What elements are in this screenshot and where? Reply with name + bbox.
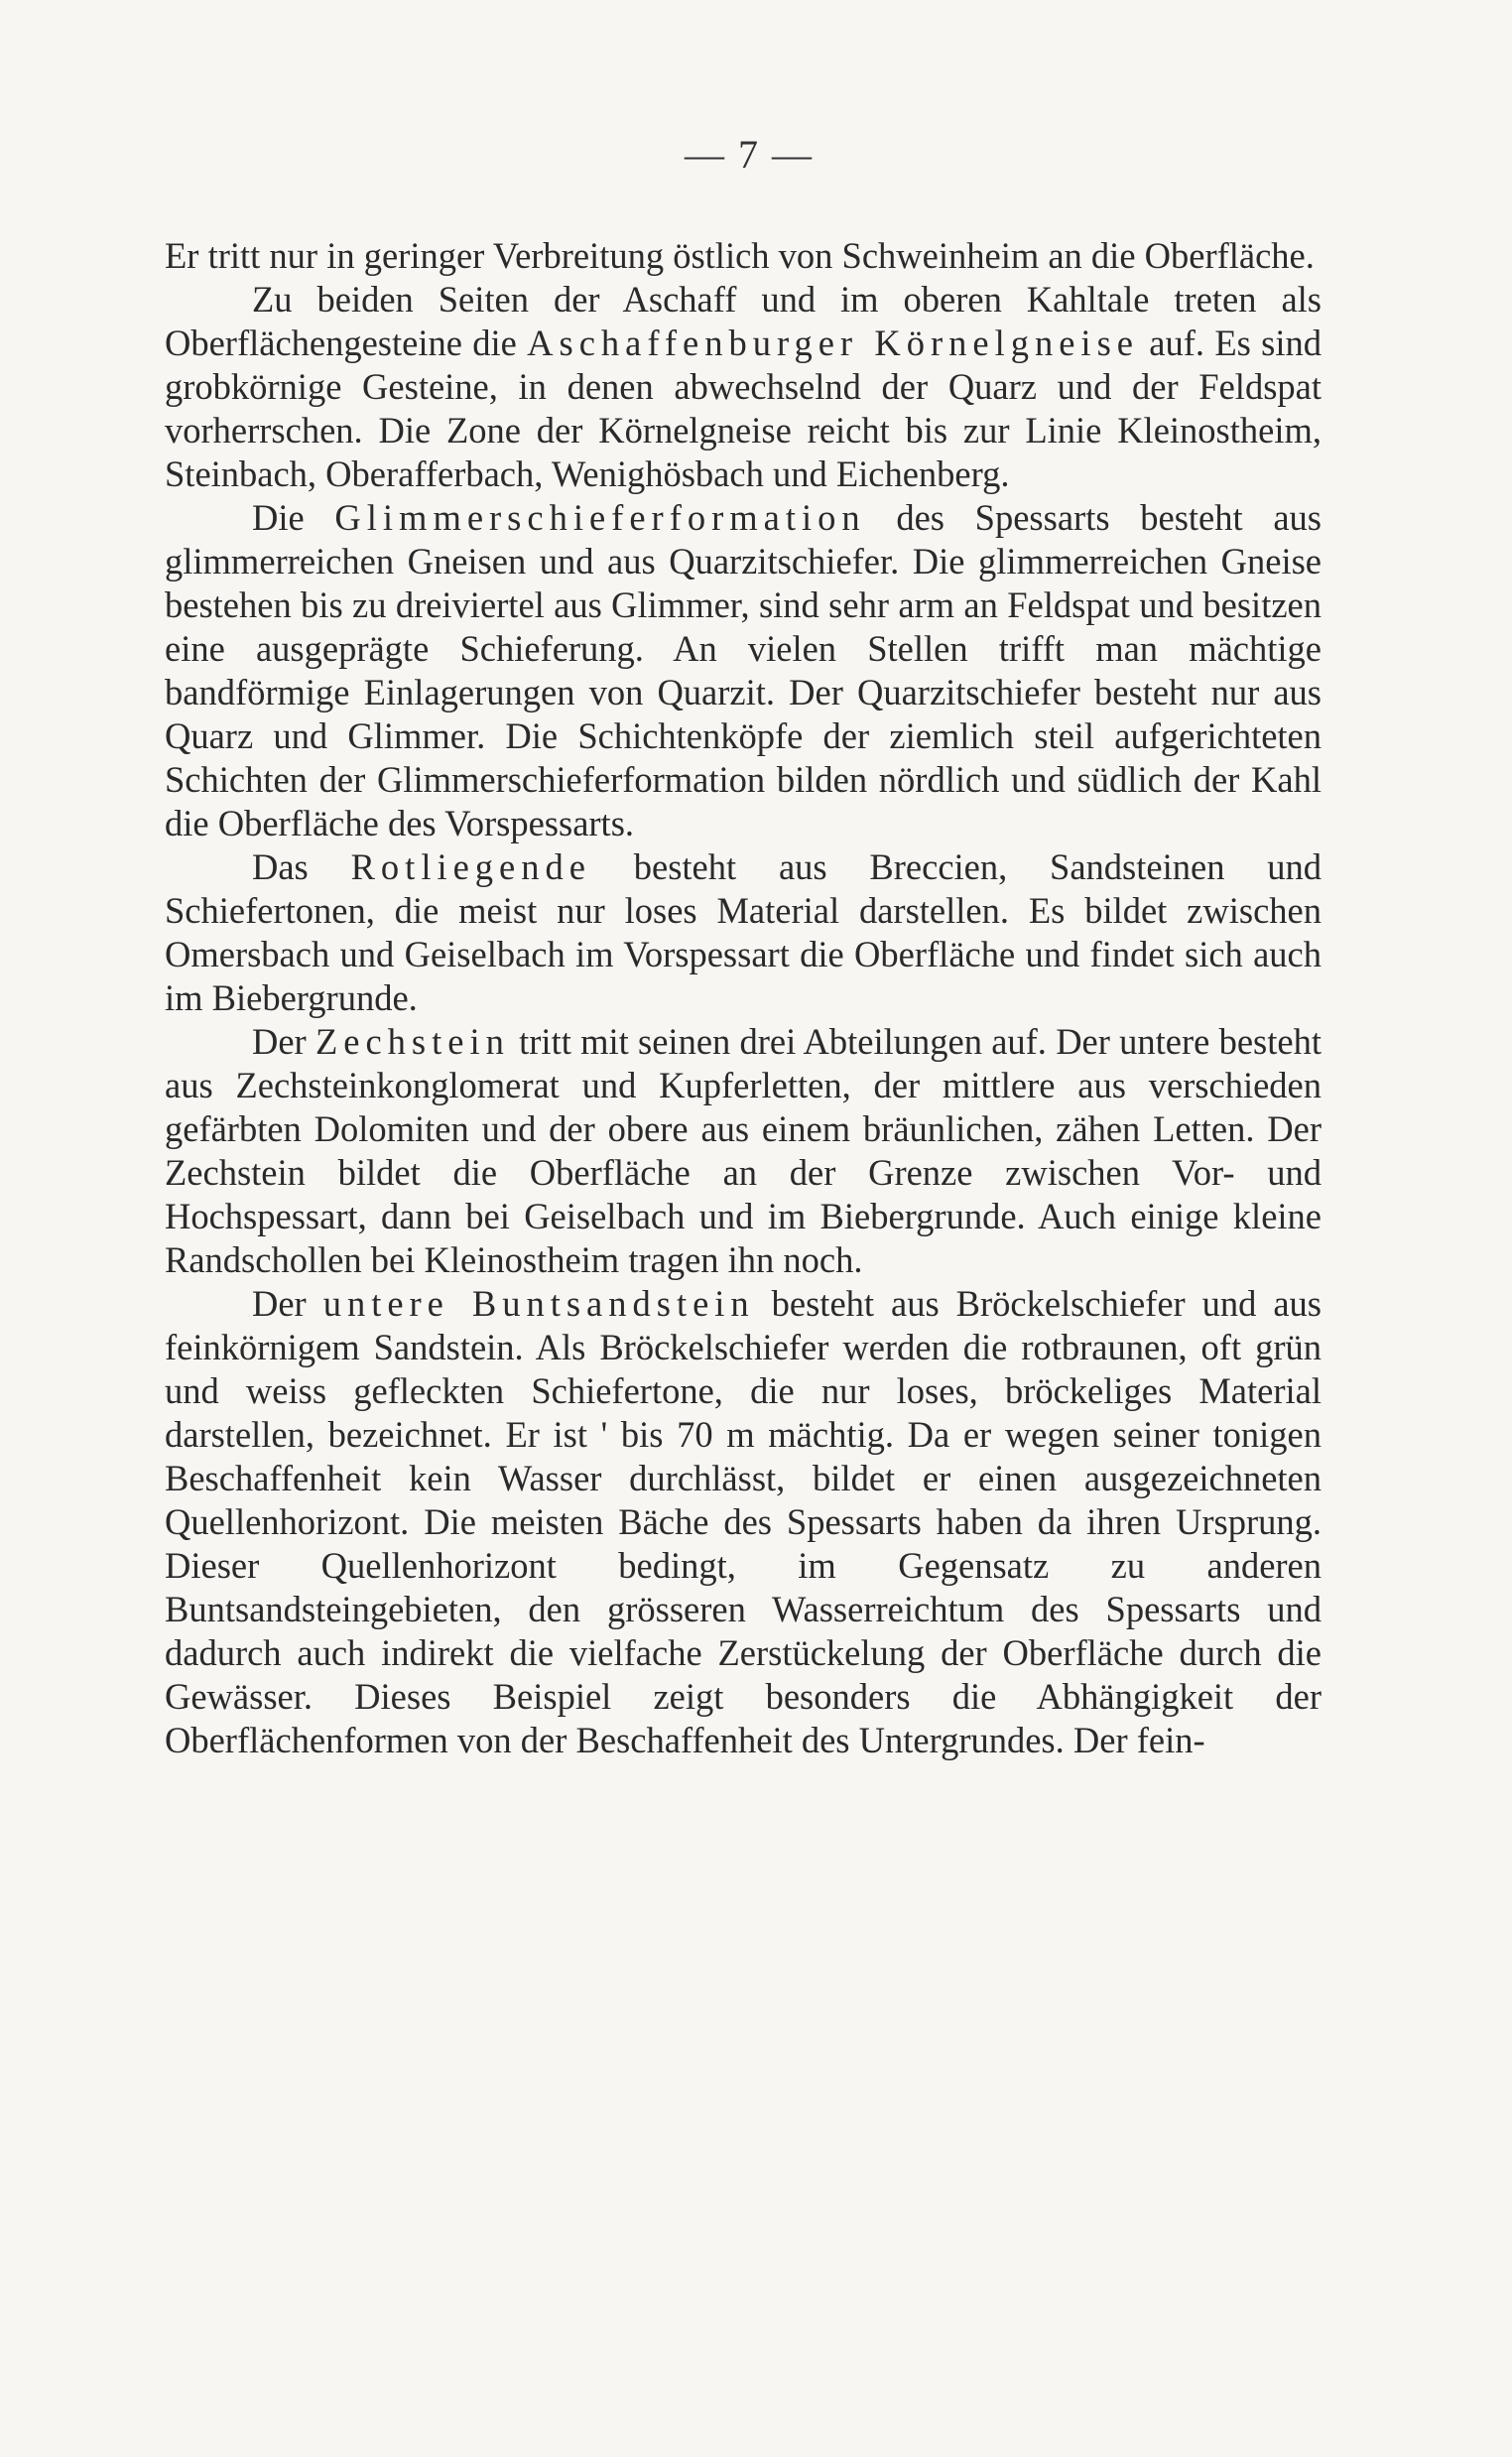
text-run: besteht aus Breccien, Sandsteinen und Schiefertonen, die meist nur loses Material darstellen. Es bildet zwischen Omersbach und Geiselbach im Vorspessart die Oberfläche und findet sich auch im Biebergrunde. <box>165 846 1322 1018</box>
paragraph-5 <box>165 1020 1322 1282</box>
spaced-term-zechstein: Zechstein <box>315 1021 510 1062</box>
paragraph-1 <box>165 234 1322 278</box>
text-run: Das <box>252 846 351 887</box>
text-run: Die <box>252 497 335 538</box>
text-run: des Spessarts besteht aus glimmerreichen Gneisen und aus Quarzitschiefer. Die glimmerreichen Gneise bestehen bis zu dreiviertel aus Glimmer, sind sehr arm an Feldspat und besitzen eine ausgeprägte Schieferung. An vielen Stellen trifft man mächtige bandförmige Einlagerungen von Quarzit. Der Quarzitschiefer besteht nur aus Quarz und Glimmer. Die Schichtenköpfe der ziemlich steil aufgerichteten Schichten der Glimmerschieferformation bilden nördlich und südlich der Kahl die Oberfläche des Vorspessarts. <box>165 497 1322 843</box>
paragraph-2 <box>165 278 1322 496</box>
page-number: — 7 — <box>685 132 814 177</box>
spaced-term-aschaffenburger-koernelgneise: Aschaffenburger Körnelgneise <box>527 323 1139 363</box>
body-text <box>165 234 1322 1762</box>
paragraph-6 <box>165 1282 1322 1762</box>
text-run: auf. Es sind grobkörnige Gesteine, in denen abwechselnd der Quarz und der Feldspat vorherrschen. Die Zone der Körnelgneise reicht bis zur Linie Kleinostheim, Steinbach, Oberafferbach, Wenighösbach und Eichenberg. <box>165 323 1322 494</box>
spaced-term-glimmerschieferformation: Glimmerschieferformation <box>334 497 866 538</box>
spaced-term-unterer-buntsandstein: untere Buntsandstein <box>322 1283 755 1324</box>
spaced-term-rotliegende: Rotliegende <box>350 846 591 887</box>
text-run: Zu beiden Seiten der Aschaff und im oberen Kahltale treten als Oberflächengesteine die <box>165 279 1322 363</box>
text-run: Der <box>252 1283 323 1324</box>
text-run: Er tritt nur in geringer Verbreitung östlich von Schweinheim an die Oberfläche. <box>165 235 1315 276</box>
paragraph-4 <box>165 845 1322 1020</box>
text-run: tritt mit seinen drei Abteilungen auf. Der untere besteht aus Zechsteinkonglomerat und Kupferletten, der mittlere aus verschieden gefärbten Dolomiten und der obere aus einem bräunlichen, zähen Letten. Der Zechstein bildet die Oberfläche an der Grenze zwischen Vor- und Hochspessart, dann bei Geiselbach und im Biebergrunde. Auch einige kleine Randschollen bei Kleinostheim tragen ihn noch. <box>165 1021 1322 1280</box>
paragraph-3 <box>165 496 1322 845</box>
text-run: besteht aus Bröckelschiefer und aus feinkörnigem Sandstein. Als Bröckelschiefer werden die rotbraunen, oft grün und weiss gefleckten Schiefertone, die nur loses, bröckeliges Material darstellen, bezeichnet. Er ist ' bis 70 m mächtig. Da er wegen seiner tonigen Beschaffenheit kein Wasser durchlässt, bildet er einen ausgezeichneten Quellenhorizont. Die meisten Bäche des Spessarts haben da ihren Ursprung. Dieser Quellenhorizont bedingt, im Gegensatz zu anderen Buntsandsteingebieten, den grösseren Wasserreichtum des Spessarts und dadurch auch indirekt die vielfache Zerstückelung der Oberfläche durch die Gewässer. Dieses Beispiel zeigt besonders die Abhängigkeit der Oberflächenformen von der Beschaffenheit des Untergrundes. Der fein- <box>165 1283 1323 1760</box>
text-run: Der <box>252 1021 315 1062</box>
